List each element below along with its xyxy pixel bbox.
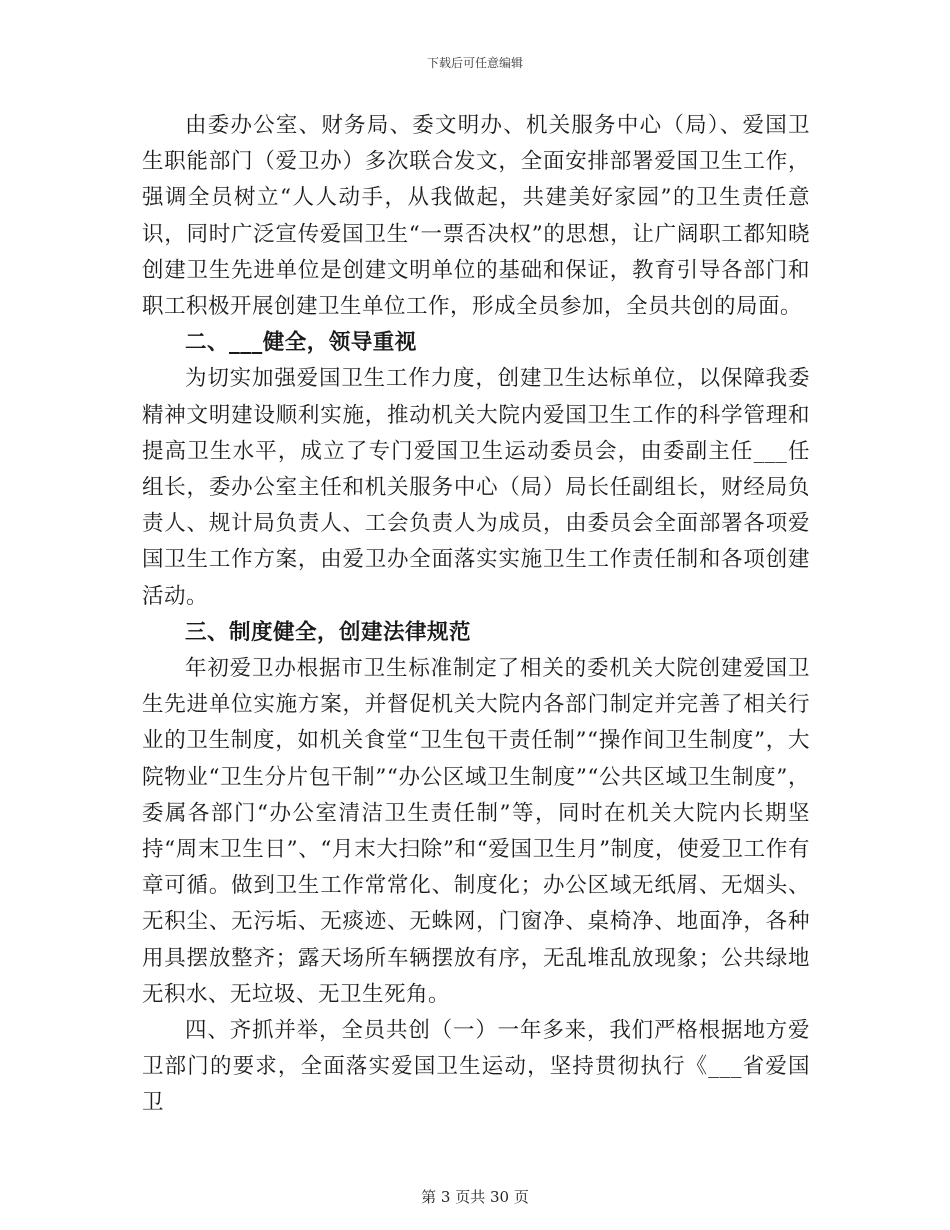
paragraph-4: 四、齐抓并举，全员共创（一）一年多来，我们严格根据地方爱卫部门的要求，全面落实爱国卫生运动，坚持贯彻执行《___省爱国卫 [142, 1018, 810, 1116]
paragraph-3: 年初爱卫办根据市卫生标准制定了相关的委机关大院创建爱国卫生先进单位实施方案，并督促机关大院内各部门制定并完善了相关行业的卫生制度，如机关食堂“卫生包干责任制”“操作间卫生制度”，大院物业“卫生分片包干制”“办公区域卫生制度”“公共区域卫生制度”，委属各部门“办公室清洁卫生责任制”等，同时在机关大院内长期坚持“周末卫生日”、“月末大扫除”和“爱国卫生月”制度，使爱卫工作有章可循。做到卫生工作常常化、制度化；办公区域无纸屑、无烟头、无积尘、无污垢、无痰迹、无蛛网，门窗净、桌椅净、地面净，各种用具摆放整齐；露天场所车辆摆放有序，无乱堆乱放现象；公共绿地无积水、无垃圾、无卫生死角。 [142, 656, 810, 1007]
section-heading-3: 三、制度健全，创建法律规范 [185, 619, 472, 645]
paragraph-2: 为切实加强爱国卫生工作力度，创建卫生达标单位，以保障我委精神文明建设顺利实施，推动机关大院内爱国卫生工作的科学管理和提高卫生水平，成立了专门爱国卫生运动委员会，由委副主任___任组长，委办公室主任和机关服务中心（局）局长任副组长，财经局负责人、规计局负责人、工会负责人为成员，由委员会全面部署各项爱国卫生工作方案，由爱卫办全面落实实施卫生工作责任制和各项创建活动。 [142, 366, 810, 609]
page-header: 下载后可任意编辑 [426, 56, 523, 70]
section-heading-2: 二、___健全，领导重视 [185, 330, 417, 356]
document-body [142, 108, 810, 1122]
page-footer: 第 3 页共 30 页 [421, 1188, 529, 1206]
paragraph-1: 由委办公室、财务局、委文明办、机关服务中心（局）、爱国卫生职能部门（爱卫办）多次联合发文，全面安排部署爱国卫生工作，强调全员树立“人人动手，从我做起，共建美好家园”的卫生责任意识，同时广泛宣传爱国卫生“一票否决权”的思想，让广阔职工都知晓创建卫生先进单位是创建文明单位的基础和保证，教育引导各部门和职工积极开展创建卫生单位工作，形成全员参加，全员共创的局面。 [142, 113, 810, 320]
